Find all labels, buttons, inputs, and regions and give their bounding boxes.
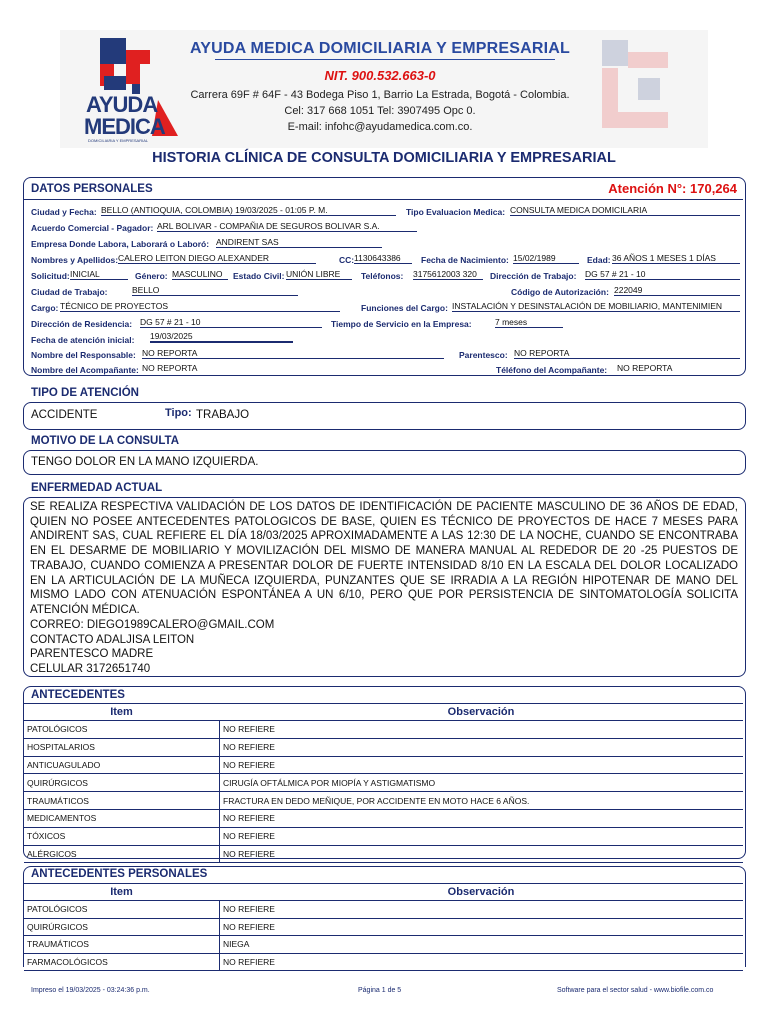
tel-acompanante-value: NO REPORTA <box>617 363 673 373</box>
company-email: E-mail: infohc@ayudamedica.com.co. <box>287 121 473 133</box>
solicitud-label: Solicitud: <box>31 271 70 281</box>
enfermedad-line: CELULAR 3172651740 <box>30 663 151 676</box>
solicitud-value: INICIAL <box>70 269 128 280</box>
enfermedad-paragraph: SE REALIZA RESPECTIVA VALIDACIÓN DE LOS DATOS DE IDENTIFICACIÓN DE PACIENTE MASCULINO DE 36 AÑOS DE EDAD, QUIEN NO POSEE ANTECEDENTES PATOLOGICOS DE BASE, QUIEN ES TÉCNICO DE PROYECTOS DE HACE 7 MESES PARA ANDIRENT SAS, CUAL REFIERE EL DÍA 18/03/2025 APROXIMADAMENTE A LAS 12:30 DE LA NOCHE, CUANDO SE ENCONTRABA EN EL DESARME DE MOBILIARIO Y MOVILIZACIÓN DEL MISMO DE MANERA MANUAL AL REDEDOR DE 20 -25 PUESTOS DE TRABAJO, CUANDO COMIENZA A PRESENTAR DOLOR DE FUERTE INTENSIDAD 8/10 EN LA ESCALA DEL DOLOR LOCALIZADO EN LA ARTICULACIÓN DE LA MUÑECA IZQUIERDA, PUNZANTES QUE SE IRRADIA A LA REGIÓN HIPOTENAR DE MANO DEL MISMO LADO CON ATENUACIÓN ESPONTÁNEA A UN 6/10, PERO QUE POR PERSISTENCIA DE SINTOMATOLOGÍA SOLICITA ATENCIÓN MÉDICA. <box>30 501 738 616</box>
nacimiento-label: Fecha de Nacimiento: <box>421 255 509 265</box>
funciones-label: Funciones del Cargo: <box>361 303 448 313</box>
row-observation: NO REFIERE <box>219 901 743 918</box>
ciudad-fecha-value: BELLO (ANTIOQUIA, COLOMBIA) 19/03/2025 - 01:05 P. M. <box>101 205 396 216</box>
acuerdo-value: ARL BOLIVAR - COMPAÑIA DE SEGUROS BOLIVAR S.A. <box>157 221 417 232</box>
antecedentes-title: ANTECEDENTES <box>31 689 125 701</box>
civil-value: UNIÓN LIBRE <box>286 269 352 280</box>
tipo-eval-value: CONSULTA MEDICA DOMICILARIA <box>510 205 740 216</box>
motivo-title: MOTIVO DE LA CONSULTA <box>31 435 180 447</box>
dir-residencia-value: DG 57 # 21 - 10 <box>140 317 322 328</box>
row-item: FARMACOLÓGICOS <box>27 956 108 967</box>
cc-label: CC: <box>339 255 355 265</box>
logo-word-2: MEDICA <box>84 114 165 139</box>
nacimiento-value: 15/02/1989 <box>513 253 579 264</box>
row-item: QUIRÚRGICOS <box>27 921 88 932</box>
antecedentes-table <box>24 703 743 863</box>
dir-trabajo-value: DG 57 # 21 - 10 <box>585 269 740 280</box>
company-underline <box>215 59 555 60</box>
telefonos-value: 3175612003 320 <box>413 269 483 280</box>
antecedentes-personales-title: ANTECEDENTES PERSONALES <box>31 868 208 880</box>
ciudad-trabajo-value: BELLO <box>132 285 298 296</box>
row-observation: NO REFIERE <box>219 828 743 845</box>
dir-trabajo-label: Dirección de Trabajo: <box>490 271 577 281</box>
row-item: MEDICAMENTOS <box>27 813 97 824</box>
table-row <box>24 774 743 792</box>
ciudad-trabajo-label: Ciudad de Trabajo: <box>31 287 108 297</box>
table-row <box>24 936 743 954</box>
antecedentes-personales-table <box>24 883 743 971</box>
document-title: HISTORIA CLÍNICA DE CONSULTA DOMICILIARIA Y EMPRESARIAL <box>152 150 616 166</box>
responsable-label: Nombre del Responsable: <box>31 350 136 360</box>
row-observation: NO REFIERE <box>219 954 743 971</box>
table-row <box>24 954 743 972</box>
funciones-value: INSTALACIÓN Y DESINSTALACIÓN DE MOBILIARIO, MANTENIMIEN <box>452 301 740 312</box>
enfermedad-line: CORREO: DIEGO1989CALERO@GMAIL.COM <box>30 619 275 631</box>
row-item: TRAUMÁTICOS <box>27 795 89 806</box>
telefonos-label: Teléfonos: <box>361 271 404 281</box>
enfermedad-line: PARENTESCO MADRE <box>30 648 154 661</box>
acompanante-label: Nombre del Acompañante: <box>31 365 139 375</box>
fecha-inicial-value: 19/03/2025 <box>150 331 293 343</box>
logo-word-1: AYUDA <box>86 92 158 117</box>
cargo-value: TÉCNICO DE PROYECTOS <box>60 301 340 312</box>
tel-acompanante-label: Téléfono del Acompañante: <box>496 365 608 375</box>
table-row <box>24 792 743 810</box>
row-item: QUIRÚRGICOS <box>27 777 88 788</box>
table-row <box>24 828 743 846</box>
watermark-logo <box>598 38 678 138</box>
autorizacion-value: 222049 <box>614 285 740 296</box>
watermark-cross-icon <box>598 38 678 138</box>
table-row <box>24 901 743 919</box>
acompanante-value: NO REPORTA <box>142 363 198 373</box>
edad-label: Edad: <box>587 255 611 265</box>
tiempo-value: 7 meses <box>495 317 563 328</box>
tipo-atencion-box <box>23 402 746 430</box>
row-observation: NO REFIERE <box>219 721 743 738</box>
personal-section-title: DATOS PERSONALES <box>31 183 153 195</box>
footer-page: Página 1 de 5 <box>358 987 402 994</box>
autorizacion-label: Código de Autorización: <box>511 287 609 297</box>
row-observation: CIRUGÍA OFTÁLMICA POR MIOPÍA Y ASTIGMATISMO <box>219 774 743 791</box>
antecedentes-personales-header-row <box>24 883 743 901</box>
table-row <box>24 721 743 739</box>
cargo-label: Cargo: <box>31 303 59 313</box>
tipo-atencion-value: ACCIDENTE <box>31 409 98 421</box>
tipo-atencion-title: TIPO DE ATENCIÓN <box>31 387 139 399</box>
enfermedad-contact-lines <box>30 618 274 677</box>
company-logo <box>82 36 182 144</box>
empresa-value: ANDIRENT SAS <box>216 237 382 248</box>
logo-subtitle: DOMICILIARIA Y EMPRESARIAL <box>88 138 149 143</box>
antecedentes-header-row <box>24 703 743 721</box>
antecedentes-personales-col-item: Item <box>110 886 133 898</box>
civil-label: Estado Civil: <box>233 271 285 281</box>
table-row <box>24 846 743 864</box>
row-observation: NO REFIERE <box>219 757 743 774</box>
row-item: PATOLÓGICOS <box>27 724 88 735</box>
row-item: ANTICUAGULADO <box>27 759 101 770</box>
company-address: Carrera 69F # 64F - 43 Bodega Piso 1, Barrio La Estrada, Bogotá - Colombia. <box>190 89 570 101</box>
table-row <box>24 757 743 775</box>
enfermedad-title: ENFERMEDAD ACTUAL <box>31 482 163 494</box>
parentesco-value: NO REPORTA <box>514 348 740 359</box>
tiempo-label: Tiempo de Servicio en la Empresa: <box>331 319 472 329</box>
row-observation: NO REFIERE <box>219 810 743 827</box>
table-row <box>24 739 743 757</box>
acuerdo-label: Acuerdo Comercial - Pagador: <box>31 223 154 233</box>
row-item: HOSPITALARIOS <box>27 742 95 753</box>
table-row <box>24 919 743 937</box>
antecedentes-personales-rows <box>24 901 743 971</box>
motivo-text: TENGO DOLOR EN LA MANO IZQUIERDA. <box>31 456 259 468</box>
tipo-eval-label: Tipo Evaluacion Medica: <box>406 207 506 217</box>
company-phones: Cel: 317 668 1051 Tel: 3907495 Opc 0. <box>284 105 476 117</box>
row-item: PATOLÓGICOS <box>27 904 88 915</box>
antecedentes-rows <box>24 721 743 863</box>
empresa-label: Empresa Donde Labora, Laborará o Laboró: <box>31 239 210 249</box>
genero-label: Género: <box>135 271 168 281</box>
cc-value: 1130643386 <box>354 253 412 264</box>
ciudad-fecha-label: Ciudad y Fecha: <box>31 207 97 217</box>
row-observation: FRACTURA EN DEDO MEÑIQUE, POR ACCIDENTE EN MOTO HACE 6 AÑOS. <box>219 792 743 809</box>
row-observation: NO REFIERE <box>219 919 743 936</box>
table-row <box>24 810 743 828</box>
attention-number: Atención N°: 170,264 <box>608 181 737 196</box>
row-observation: NO REFIERE <box>219 846 743 863</box>
company-name: AYUDA MEDICA DOMICILIARIA Y EMPRESARIAL <box>190 40 570 57</box>
footer-software: Software para el sector salud - www.biofile.com.co <box>557 987 714 994</box>
row-item: TÓXICOS <box>27 831 66 842</box>
footer-printed: Impreso el 19/03/2025 - 03:24:36 p.m. <box>31 987 150 994</box>
responsable-value: NO REPORTA <box>142 348 444 359</box>
edad-value: 36 AÑOS 1 MESES 1 DÍAS <box>612 253 740 264</box>
row-observation: NIEGA <box>219 936 743 953</box>
nombres-value: CALERO LEITON DIEGO ALEXANDER <box>118 253 316 264</box>
antecedentes-col-item: Item <box>110 706 133 718</box>
parentesco-label: Parentesco: <box>459 350 508 360</box>
row-observation: NO REFIERE <box>219 739 743 756</box>
fecha-inicial-label: Fecha de atención inicial: <box>31 335 135 345</box>
antecedentes-col-obs: Observación <box>447 706 515 718</box>
row-item: ALÉRGICOS <box>27 848 77 859</box>
tipo-label: Tipo: <box>165 407 192 419</box>
company-nit: NIT. 900.532.663-0 <box>324 68 436 83</box>
personal-divider <box>24 199 743 200</box>
dir-residencia-label: Dirección de Residencia: <box>31 319 133 329</box>
genero-value: MASCULINO <box>172 269 228 280</box>
nombres-label: Nombres y Apellidos: <box>31 255 119 265</box>
antecedentes-personales-col-obs: Observación <box>447 886 515 898</box>
row-item: TRAUMÁTICOS <box>27 939 89 950</box>
enfermedad-line: CONTACTO ADALJISA LEITON <box>30 633 195 646</box>
tipo-value: TRABAJO <box>196 409 250 421</box>
